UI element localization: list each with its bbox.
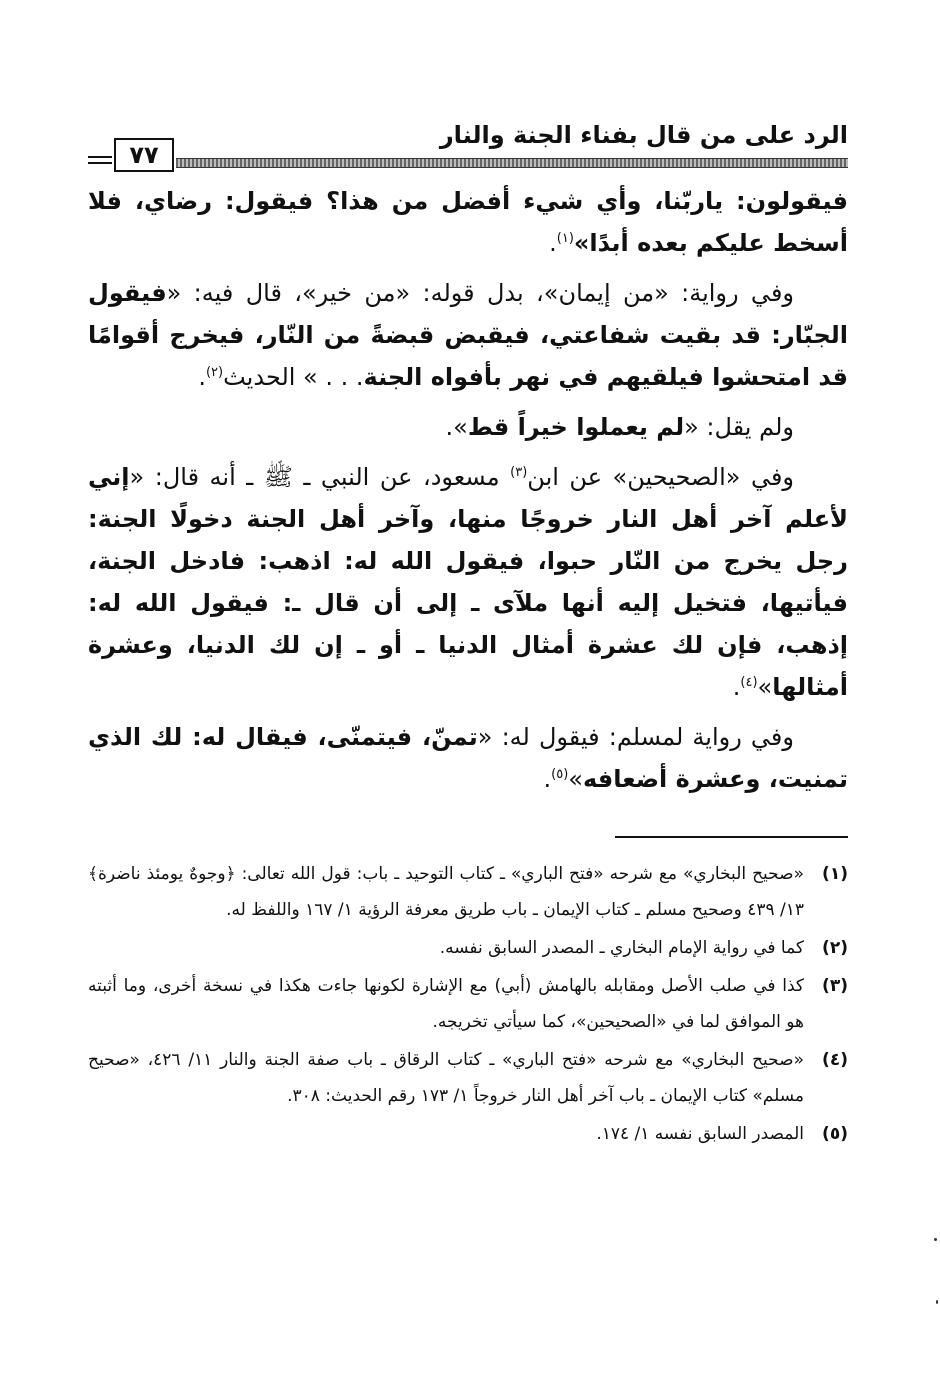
running-title: الرد على من قال بفناء الجنة والنار	[439, 121, 848, 149]
hadith-quote: إني لأعلم آخر أهل النار خروجًا منها، وآخر أهل الجنة دخولًا الجنة: رجل يخرج من النّار حبوا، فيقول الله له: اذهب: فادخل الجنة، فيأتيها، فتخيل إليه أنها ملآى ـ إلى أن قال ـ: فيقول الله له: إذهب، فإن لك عشرة أمثال الدنيا ـ أو ـ إن لك الدنيا، وعشرة أمثالها	[88, 463, 848, 701]
hadith-quote: فيقول الجبّار: قد بقيت شفاعتي، فيقبض قبضةً من النّار، فيخرج أقوامًا قد امتحشوا فيلقيهم في نهر بأفواه الجنة	[88, 279, 848, 391]
body-text: ».	[445, 413, 468, 441]
body-paragraph	[88, 456, 848, 708]
main-text	[88, 180, 848, 808]
hadith-quote: تمنّ، فيتمنّى، فيقال له: لك الذي تمنيت، وعشرة أضعافه	[88, 723, 848, 793]
footnote-text: «صحيح البخاري» مع شرحه «فتح الباري» ـ كتاب التوحيد ـ باب: قول الله تعالى: ﴿وجوهٌ يومئذ ناضرة﴾ ١٣/ ٤٣٩ وصحيح مسلم ـ كتاب الإيمان ـ باب طريق معرفة الرؤية ١/ ١٦٧ واللفظ له.	[88, 864, 804, 920]
footnote-text: كما في رواية الإمام البخاري ـ المصدر السابق نفسه.	[439, 938, 804, 958]
footnote-reference: (٥)	[551, 767, 569, 782]
body-text: وفي رواية: «من إيمان»، بدل قوله: «من خير»، قال فيه: «	[166, 279, 794, 307]
body-paragraph	[88, 716, 848, 800]
footnote-number: (٥)	[822, 1124, 848, 1144]
body-paragraph	[88, 406, 848, 448]
footnote-reference: (١)	[556, 231, 574, 246]
footnote	[88, 968, 848, 1040]
footnote-number: (٤)	[822, 1050, 848, 1070]
footnote-reference: (٢)	[205, 365, 224, 380]
body-text: وفي رواية لمسلم: فيقول له: «	[477, 723, 794, 751]
body-text: »	[568, 765, 583, 793]
footnote-number: (٣)	[822, 976, 848, 996]
header-rule-left	[88, 156, 112, 164]
body-text: .	[543, 765, 552, 793]
body-paragraph	[88, 180, 848, 264]
body-text: مسعود، عن النبي ـ ﷺ ـ أنه قال: «	[129, 463, 511, 491]
footnote-text: المصدر السابق نفسه ١/ ١٧٤.	[596, 1124, 804, 1144]
header-rule	[176, 158, 848, 168]
footnote	[88, 856, 848, 928]
body-text: وفي «الصحيحين» عن ابن	[527, 463, 795, 491]
footnote	[88, 1116, 848, 1152]
page-number: ٧٧	[114, 138, 174, 172]
scan-speck	[934, 1238, 937, 1241]
footnote-number: (٢)	[822, 938, 848, 958]
footnote-separator	[615, 836, 848, 838]
footnote	[88, 1042, 848, 1114]
scan-speck	[936, 1300, 938, 1304]
body-text: .	[198, 363, 206, 391]
footnote-reference: (٤)	[740, 675, 758, 690]
body-text: ولم يقل: «	[684, 413, 794, 441]
hadith-quote: فيقولون: ياربّنا، وأي شيء أفضل من هذا؟ فيقول: رضاي، فلا أسخط عليكم بعده أبدًا»	[88, 187, 848, 257]
footnote-reference: (٣)	[510, 465, 528, 480]
footnote-text: كذا في صلب الأصل ومقابله بالهامش (أبي) مع الإشارة لكونها جاءت هكذا في نسخة أخرى، وما أثبته هو الموافق لما في «الصحيحين»، كما سيأتي تخريجه.	[88, 976, 804, 1032]
hadith-quote: لم يعملوا خيراً قط	[467, 413, 685, 441]
footnote-number: (١)	[822, 864, 848, 884]
page-header	[88, 118, 848, 178]
footnote	[88, 930, 848, 966]
body-paragraph	[88, 272, 848, 398]
footnotes	[88, 856, 848, 1154]
body-text: . . . » الحديث	[223, 363, 364, 391]
body-text: »	[757, 673, 773, 701]
body-text: .	[732, 673, 741, 701]
body-text: .	[549, 229, 557, 257]
footnote-text: «صحيح البخاري» مع شرحه «فتح الباري» ـ كتاب الرقاق ـ باب صفة الجنة والنار ١١/ ٤٢٦، «صحيح مسلم» كتاب الإيمان ـ باب آخر أهل النار خروجاً ١/ ١٧٣ رقم الحديث: ٣٠٨.	[88, 1050, 804, 1106]
